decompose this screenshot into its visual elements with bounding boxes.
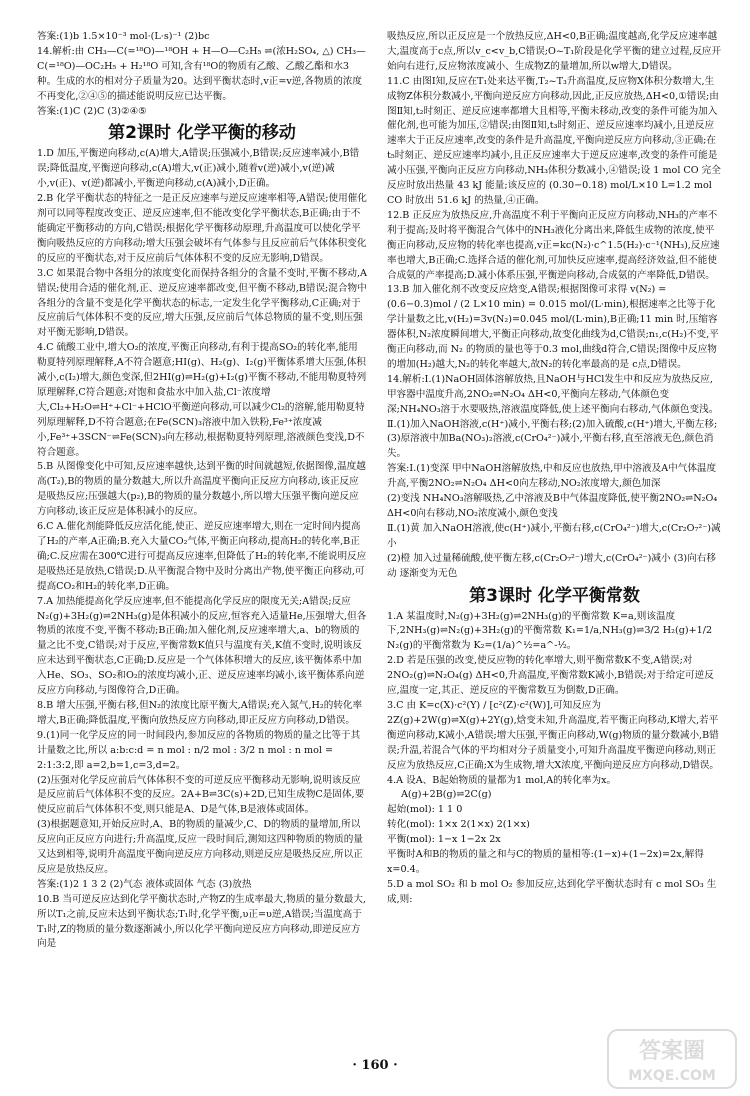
question-3: 3.C 如果混合物中各组分的浓度变化而保持各组分的含量不变时,平衡不移动,A错误;使用合适的催化剂,正、逆反应速率都改变,但平衡不移动,B错误;混合物中各组分的含量不变是化学平衡状态的标志,一定发生化学平衡移动,C正确;对于反应前后气体体积不变的反应,增大压强,反应前后气体总物质的量不变,则压强对平衡无影响,D错误。	[37, 267, 367, 339]
question-8: 8.B 增大压强,平衡右移,但N₂的浓度比原平衡大,A错误;充入氮气,H₂的转化率增大,B正确;降低温度,平衡向放热反应方向移动,即正反应方向移动,D错误。	[37, 699, 363, 726]
table-row: 起始(mol): 1 1 0	[387, 804, 463, 816]
question-5: 5.D a mol SO₂ 和 b mol O₂ 参加反应,达到化学平衡状态时有 c mol SO₃ 生成,则:	[387, 878, 717, 905]
table-row: 转化(mol): 1×x 2(1×x) 2(1×x)	[387, 819, 530, 831]
lesson-title-3: 第3课时 化学平衡常数	[469, 585, 640, 606]
svg-text:答案圈: 答案圈	[638, 1039, 706, 1064]
answer-line: 答案:(1)C (2)C (3)②④⑤	[37, 105, 147, 117]
question-4: 4.A 设A、B起始物质的量都为1 mol,A的转化率为x。	[387, 774, 617, 786]
lesson-title-2: 第2课时 化学平衡的移动	[108, 123, 296, 144]
question-1: 1.A 某温度时,N₂(g)+3H₂(g)⇌2NH₃(g)的平衡常数 K=a,则该温度下,2NH₃(g)⇌N₂(g)+3H₂(g)的平衡常数 K₁=1/a,NH₃(g)⇌3/2 H₂(g)+1/2 N₂(g)的平衡常数为 K₂=(1/a)^½=a^-½。	[387, 610, 713, 652]
question-14-analysis: 14.解析:由 CH₃—C(=¹⁸O)—¹⁸OH + H—O—C₂H₅ ⇌(浓H₂SO₄, △) CH₃—C(=¹⁸O)—OC₂H₅ + H₂¹⁸O 可知,含有¹⁸O的物质有乙酸、乙酸乙酯和水3种。生成的水的相对分子质量为20。达到平衡状态时,v正=v逆,各物质的浓度不再变化,②④⑤的描述能说明反应已达平衡。	[37, 45, 366, 102]
question-9-part-2: (2)压强对化学反应前后气体体积不变的可逆反应平衡移动无影响,说明该反应是反应前后气体体积不变的反应。2A+B⇌3C(s)+2D,已知生成物C是固体,要使反应前后气体体积不变,则只能是A、D是气体,B是液体或固体。	[37, 774, 365, 816]
answer-line: Ⅱ.(1)黄 加入NaOH溶液,使c(H⁺)减小,平衡右移,c(CrO₄²⁻)增大,c(Cr₂O₇²⁻)减小	[387, 522, 721, 549]
equation: A(g)+2B(g)⇌2C(g)	[401, 789, 492, 801]
question-12: 12.B 正反应为放热反应,升高温度不利于平衡向正反应方向移动,NH₃的产率不利于提高;及时将平衡混合气体中的NH₃液化分离出来,降低生成物的浓度,使平衡正向移动,反应物的转化率也提高,v正=kc(N₂)·c^1.5(H₂)·c⁻¹(NH₃),反应速率也增大,B正确;C.选择合适的催化剂,可加快反应速率,提高经济效益,但不能使合成氨的产率提高;D.减小体系压强,平衡逆向移动,合成氨的产率降低,D错误。	[387, 209, 720, 281]
question-4-conclusion: 平衡时A和B的物质的量之和与C的物质的量相等:(1−x)+(1−2x)=2x,解得 x=0.4。	[387, 849, 704, 875]
answer-line: (2)橙 加入过量稀硫酸,使平衡左移,c(Cr₂O₇²⁻)增大,c(CrO₄²⁻)减小 (3)向右移动 逐渐变为无色	[387, 552, 716, 579]
question-11: 11.C 由图Ⅰ知,反应在T₁处来达平衡,T₂~T₃升高温度,反应物X体积分数增大,生成物Z体积分数减小,平衡向逆反应方向移动,因此,正反应放热,ΔH<0,①错误;由图Ⅱ知,t₂时刻正、逆反应速率都增大且相等,平衡未移动,改变的条件可能为加入催化剂,也可能为加压,②错误;由图Ⅱ知,t₃时刻正、逆反应速率均减小,且逆反应速率大于正反应速率,改变的条件是升高温度,平衡向逆反应方向移动,③正确;在t₅时刻正、逆反应速率均减小,且正反应速率大于逆反应速率,改变的条件可能是减小压强,平衡向正反应方向移动,NH₃体积分数减小,④错误;设 1 mol CO 完全反应时放出热量 43 kJ 能量;该反应的 (0.30−0.18) mol/L×10 L=1.2 mol CO 时放出 51.6 kJ 的热量,④正确。	[387, 75, 721, 206]
question-13: 13.B 加入催化剂不改变反应焓变,A错误;根据图像可求得 v(N₂) = (0.6−0.3)mol / (2 L×10 min) = 0.015 mol/(L·min),根据速率之比等于化学计量数之比,v(H₂)=3v(N₂)=0.045 mol/(L·min),B正确;11 min 时,压缩容器体积,N₂浓度瞬间增大,平衡正向移动,故变化曲线为d,C错误;n₁,c(H₂)不变,平衡正向移动,而 N₂ 的物质的量也等于0.3 mol,曲线d符合,C错误;图像中反应物的增加(H₂)越大,N₂的转化率越大,故N₂的转化率最高的是 c点,D错误。	[387, 284, 719, 370]
question-2: 2.B 化学平衡状态的特征之一是正反应速率与逆反应速率相等,A错误;使用催化剂可以同等程度改变正、逆反应速率,但不能改变化学平衡状态,B正确;由于不能确定平衡移动的方向,C错误;根据化学平衡移动原理,升高温度可以使化学平衡向吸热反应的方向移动;增大压强会破坏有气体参与且反应前后气体体积变化的反应的平衡状态,对于反应前后气体体积不变的反应无影响,D错误。	[37, 193, 367, 264]
question-7: 7.A 加热能提高化学反应速率,但不能提高化学反应的限度无关;A错误;反应N₂(g)+3H₂(g)⇌2NH₃(g)是体积减小的反应,恒容充入适量He,压强增大,但各物质的浓度不变,平衡不移动;B正确;加入催化剂,反应速率增大,a、b的物质的量之比不变,C错误;对于反应,平衡常数K值只与温度有关,K值不变时,说明该反应未达到平衡状态,C正确;D.反应是一个气体体积增大的反应,该平衡体系中加入He、SO₃、SO₂和O₂的浓度均减小,正、逆反应速率均减小,该平衡体系向逆反应方向移动,与图像符合,D正确。	[37, 595, 367, 697]
answer-line: (2)变浅 NH₄NO₃溶解吸热,乙中溶液及B中气体温度降低,使平衡2NO₂⇌N₂O₄ ΔH<0向右移动,NO₂浓度减小,颜色变浅	[387, 493, 718, 519]
answer-line: 答案:(1)b 1.5×10⁻³ mol·(L·s)⁻¹ (2)bc	[37, 31, 210, 42]
left-column	[37, 30, 367, 952]
question-14: 14.解析:Ⅰ.(1)NaOH固体溶解放热,且NaOH与HCl发生中和反应为放热反应,甲容器中温度升高,2NO₂⇌N₂O₄ ΔH<0,平衡向左移动,气体颜色变深;NH₄NO₃溶于水要吸热,溶液温度降低,使上述平衡向右移动,气体颜色变浅。	[387, 373, 719, 415]
watermark-logo	[606, 1028, 738, 1090]
question-3: 3.C 由 K=c(X)·c²(Y) / [c²(Z)·c²(W)],可知反应为 2Z(g)+2W(g)⇌X(g)+2Y(g),焓变未知,升高温度,若平衡正向移动,K增大,若平衡逆向移动,K减小,A错误;增大压强,平衡正向移动,W(g)物质的量分数减小,B错误;升温,若混合气体的平均相对分子质量变小,可知升高温度平衡逆向移动,则正反应为放热反应,C正确;X为生成物,增大X浓度,平衡向逆反应方向移动,D错误。	[387, 699, 719, 771]
svg-text:MXQE.COM: MXQE.COM	[628, 1068, 716, 1084]
question-9: 9.(1)同一化学反应的同一时间段内,参加反应的各物质的物质的量之比等于其计量数之比,所以 a:b:c:d = n mol : n/2 mol : 3/2 n mol : n mol = 2:1:3:2,即 a=2,b=1,c=3,d=2。	[37, 729, 361, 771]
question-9-part-3: (3)根据题意知,开始反应时,A、B的物质的量减少,C、D的物质的量增加,所以反应向正反应方向进行;升高温度,反应一段时间后,测知这四种物质的物质的量又达到相等,说明升高温度平衡向逆反应方向移动,则逆反应是吸热反应,所以正反应是放热反应。	[37, 819, 363, 875]
answer-line: 答案:(1)2 1 3 2 (2)气态 液体或固体 气态 (3)放热	[37, 878, 252, 890]
question-5: 5.B 从图像变化中可知,反应速率越快,达到平衡的时间就越短,依据图像,温度越高(T₂),B的物质的量分数越大,所以升高温度平衡向正反应方向移动,该正反应是吸热反应;压强越大(p₂),B的物质的量分数越小,所以增大压强平衡向逆反应方向移动,该正反应是体积减小的反应。	[37, 461, 366, 518]
question-1: 1.D 加压,平衡逆向移动,c(A)增大,A错误;压强减小,B错误;反应速率减小,B错误;降低温度,平衡逆向移动,c(A)增大,v(正)减小,随着v(逆)减小,v(逆)减小,v(正)、v(逆)都减小,平衡逆向移动,c(A)减小,D正确。	[37, 148, 360, 190]
right-column	[387, 30, 722, 908]
question-10: 10.B 当可逆反应达到化学平衡状态时,产物Z的生成率最大,物质的量分数最大,所以T₁之前,反应未达到平衡状态;T₁时,化学平衡,υ正=υ逆,A错误;当温度高于T₁时,Z的物质的量分数逐渐减小,所以化学平衡向逆反应方向移动,即逆反应方向是	[37, 893, 366, 950]
answer-line: 答案:Ⅰ.(1)变深 甲中NaOH溶解放热,中和反应也放热,甲中溶液及A中气体温度升高,平衡2NO₂⇌N₂O₄ ΔH<0向左移动,NO₂浓度增大,颜色加深	[387, 463, 717, 490]
question-2: 2.D 若是压强的改变,使反应物的转化率增大,则平衡常数K不变,A错误;对2NO₂(g)⇌N₂O₄(g) ΔH<0,升高温度,平衡常数K减小,B错误;对于给定可逆反应,温度一定,其正、逆反应的平衡常数互为倒数,D正确。	[387, 655, 714, 697]
question-6: 6.C A.催化剂能降低反应活化能,使正、逆反应速率增大,则在一定时间内提高了H₂的产率,A正确;B.充入大量CO₂气体,平衡正向移动,提高H₂的转化率,B正确;C.反应需在300℃进行可提高反应速率,但降低了H₂的转化率,不能说明反应是吸热还是放热,C错误;D.从平衡混合物中及时分离出产物,使平衡正向移动,可提高CO₂和H₂的转化率,D正确。	[37, 521, 367, 592]
page-number: · 160 ·	[352, 1058, 398, 1073]
table-row: 平衡(mol): 1−x 1−2x 2x	[387, 834, 501, 846]
question-14-part-2: Ⅱ.(1)加入NaOH溶液,c(H⁺)减小,平衡右移;(2)加入硫酸,c(H⁺)增大,平衡左移;(3)原溶液中加Ba(NO₃)₂溶液,c(CrO₄²⁻)减小,平衡右移,直至溶液无色,颜色消失。	[387, 418, 718, 460]
question-10-continued: 吸热反应,所以正反应是一个放热反应,ΔH<0,B正确;温度越高,化学反应速率越大,温度高于c点,所以v_c<v_b,C错误;O~T₁阶段是化学平衡的建立过程,反应开始向右进行,反应物浓度减小、生成物Z的量增加,所以w增大,D错误。	[387, 31, 722, 72]
question-4: 4.C 硫酸工业中,增大O₂的浓度,平衡正向移动,有利于提高SO₂的转化率,能用勒夏特列原理解释,A不符合题意;HI(g)、H₂(g)、I₂(g)平衡体系增大压强,体积减小,c(I₂)增大,颜色变深,但2HI(g)⇌H₂(g)+I₂(g)平衡不移动,不能用勒夏特列原理解释,C符合题意;对饱和食盐水中加入盐,Cl⁻浓度增大,Cl₂+H₂O⇌H⁺+Cl⁻+HClO平衡逆向移动,可以减少Cl₂的溶解,能用勒夏特列原理解释,D不符合题意;在Fe(SCN)₃溶液中加入铁粉,Fe³⁺浓度减小,Fe³⁺+3SCN⁻⇌Fe(SCN)₃向左移动,根据勒夏特列原理,溶液颜色变浅,D不符合题意。	[37, 342, 367, 458]
